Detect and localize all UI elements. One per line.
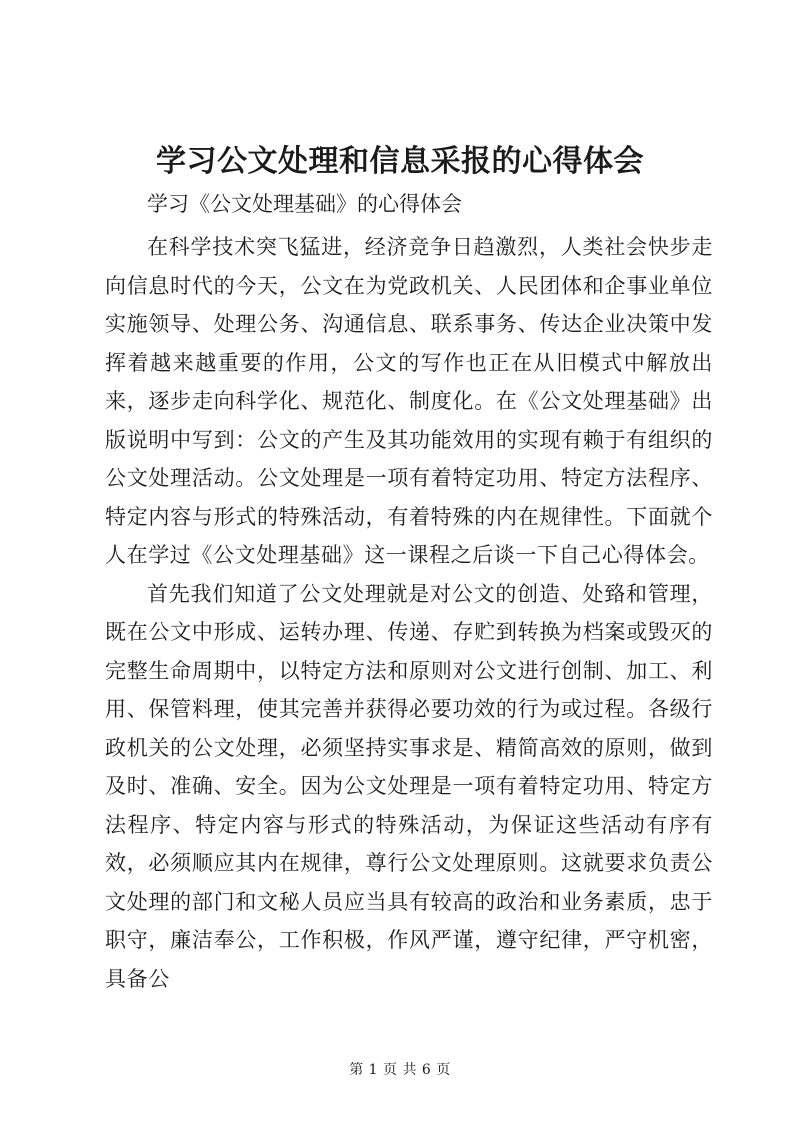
- document-body: [105, 228, 713, 998]
- document-title: 学习公文处理和信息采报的心得体会: [156, 144, 644, 179]
- body-paragraph: 首先我们知道了公文处理就是对公文的创造、处臵和管理，既在公文中形成、运转办理、传递、存贮到转换为档案或毁灭的完整生命周期中，以特定方法和原则对公文进行创制、加工、利用、保管料理，使其完善并获得必要功效的行为或过程。各级行政机关的公文处理，必须坚持实事求是、精简高效的原则，做到及时、准确、安全。因为公文处理是一项有着特定功用、特定方法程序、特定内容与形式的特殊活动，为保证这些活动有序有效，必须顺应其内在规律，尊行公文处理原则。这就要求负责公文处理的部门和文秘人员应当具有较高的政治和业务素质，忠于职守，廉洁奉公，工作积极，作风严谨，遵守纪律，严守机密，具备公: [105, 581, 713, 991]
- document-subtitle: 学习《公文处理基础》的心得体会: [147, 192, 462, 216]
- page-number-footer: 第 1 页 共 6 页: [349, 1062, 451, 1078]
- body-paragraph: 在科学技术突飞猛进，经济竞争日趋激烈，人类社会快步走向信息时代的今天，公文在为党政机关、人民团体和企事业单位实施领导、处理公务、沟通信息、联系事务、传达企业决策中发挥着越来越重要的作用，公文的写作也正在从旧模式中解放出来，逐步走向科学化、规范化、制度化。在《公文处理基础》出版说明中写到：公文的产生及其功能效用的实现有赖于有组织的公文处理活动。公文处理是一项有着特定功用、特定方法程序、特定内容与形式的特殊活动，有着特殊的内在规律性。下面就个人在学过《公文处理基础》这一课程之后谈一下自己心得体会。: [105, 235, 713, 567]
